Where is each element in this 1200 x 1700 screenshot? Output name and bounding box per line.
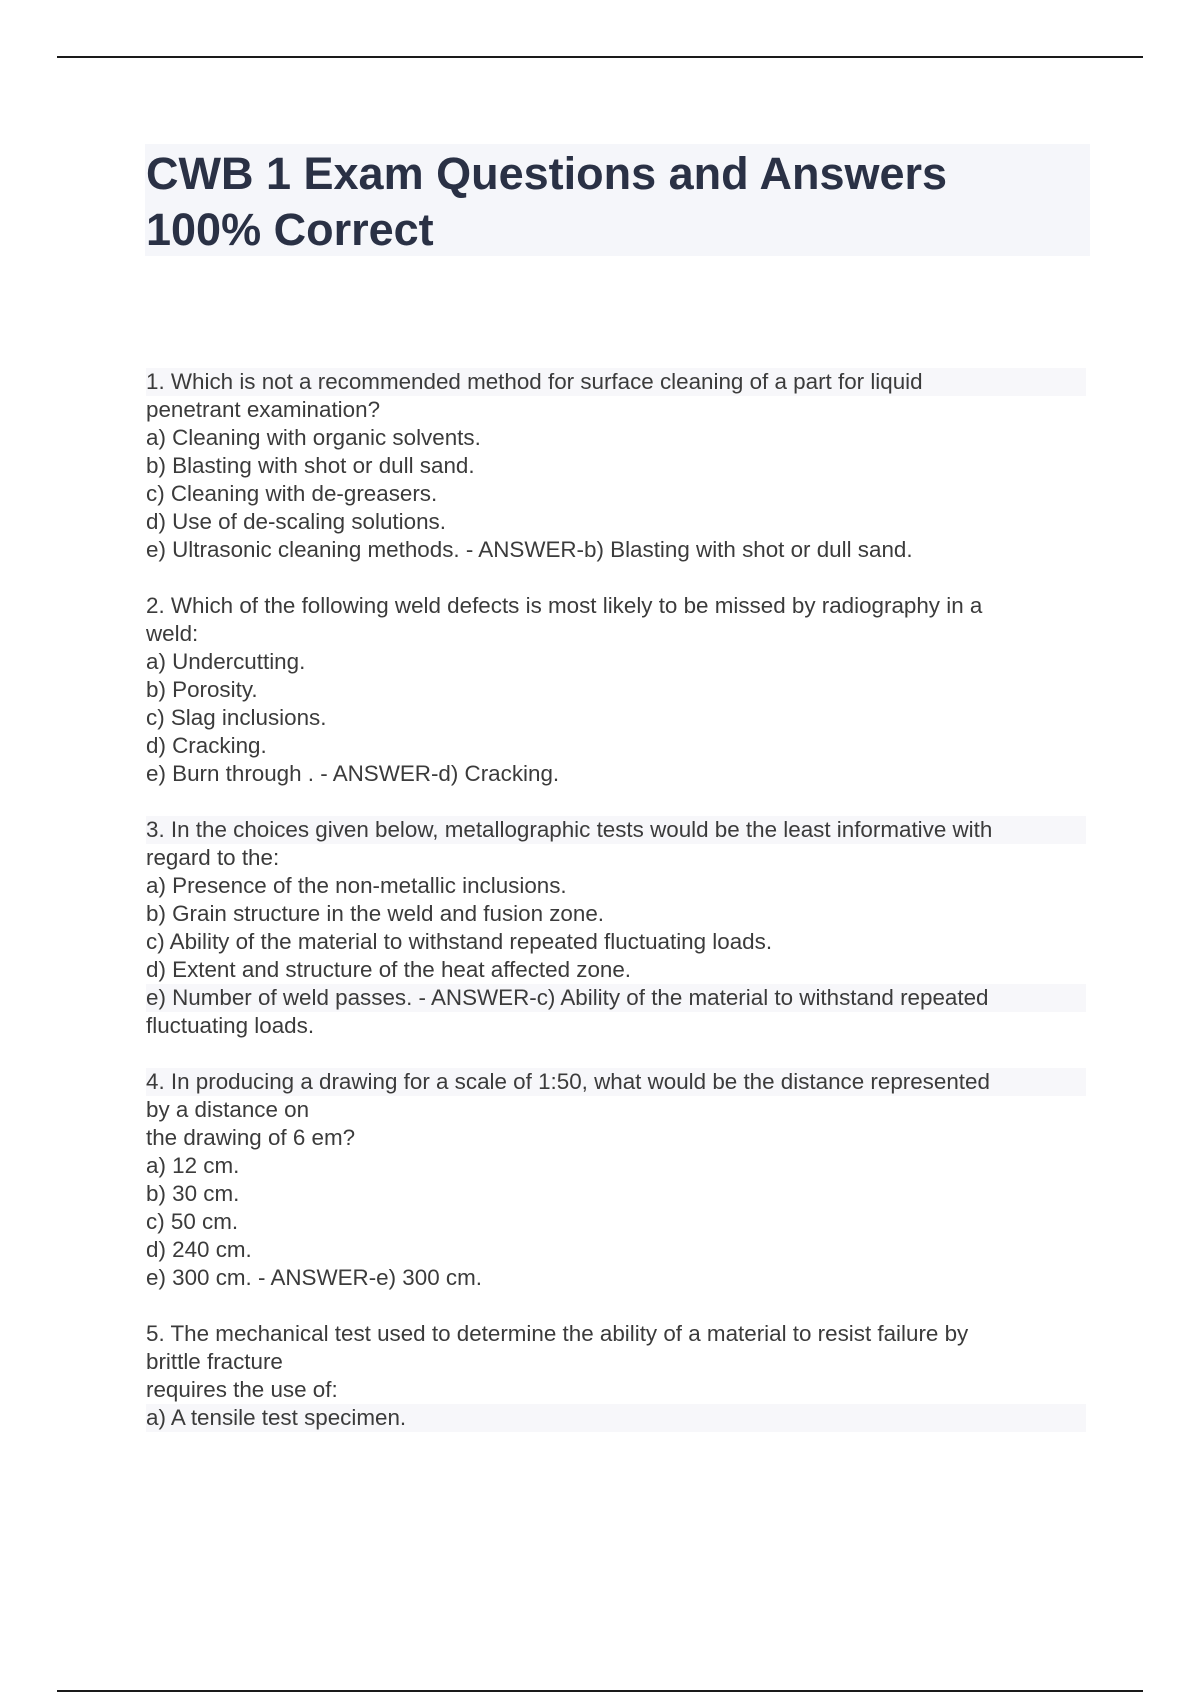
question-text: the drawing of 6 em? bbox=[146, 1125, 356, 1150]
option-a: a) Presence of the non-metallic inclusions. bbox=[146, 873, 567, 898]
option-a: a) Cleaning with organic solvents. bbox=[146, 425, 481, 450]
question-text: weld: bbox=[146, 621, 199, 646]
question-text: 1. Which is not a recommended method for surface cleaning of a part for liquid bbox=[146, 368, 1086, 396]
top-rule bbox=[57, 56, 1143, 58]
option-b: b) Grain structure in the weld and fusion zone. bbox=[146, 901, 605, 926]
option-c: c) Cleaning with de-greasers. bbox=[146, 481, 438, 506]
question-text: requires the use of: bbox=[146, 1377, 338, 1402]
question-1 bbox=[146, 368, 1086, 564]
option-a: a) Undercutting. bbox=[146, 649, 306, 674]
option-d: d) 240 cm. bbox=[146, 1237, 252, 1262]
option-b: b) Blasting with shot or dull sand. bbox=[146, 453, 475, 478]
question-text: 2. Which of the following weld defects is most likely to be missed by radiography in a bbox=[146, 593, 983, 618]
option-d: d) Extent and structure of the heat affected zone. bbox=[146, 957, 632, 982]
question-text: 5. The mechanical test used to determine the ability of a material to resist failure by bbox=[146, 1321, 969, 1346]
question-text: by a distance on bbox=[146, 1097, 310, 1122]
option-c: c) 50 cm. bbox=[146, 1209, 239, 1234]
title-line: 100% Correct bbox=[146, 204, 434, 255]
question-text: penetrant examination? bbox=[146, 397, 381, 422]
option-d: d) Use of de-scaling solutions. bbox=[146, 509, 446, 534]
question-text: regard to the: bbox=[146, 845, 280, 870]
document-title bbox=[146, 146, 1086, 258]
option-a: a) 12 cm. bbox=[146, 1153, 240, 1178]
question-4 bbox=[146, 1068, 1086, 1292]
option-c: c) Ability of the material to withstand repeated fluctuating loads. bbox=[146, 929, 773, 954]
option-b: b) 30 cm. bbox=[146, 1181, 240, 1206]
question-list bbox=[146, 368, 1086, 1460]
answer-continuation: fluctuating loads. bbox=[146, 1013, 315, 1038]
question-text: 3. In the choices given below, metallographic tests would be the least informative with bbox=[146, 816, 1086, 844]
option-c: c) Slag inclusions. bbox=[146, 705, 327, 730]
question-text: brittle fracture bbox=[146, 1349, 283, 1374]
question-3 bbox=[146, 816, 1086, 1040]
option-a: a) A tensile test specimen. bbox=[146, 1404, 1086, 1432]
bottom-rule bbox=[57, 1690, 1143, 1692]
option-d: d) Cracking. bbox=[146, 733, 267, 758]
option-b: b) Porosity. bbox=[146, 677, 258, 702]
title-line: CWB 1 Exam Questions and Answers bbox=[146, 148, 948, 199]
option-e-answer: e) Ultrasonic cleaning methods. - ANSWER-b) Blasting with shot or dull sand. bbox=[146, 537, 913, 562]
option-e-answer: e) Burn through . - ANSWER-d) Cracking. bbox=[146, 761, 560, 786]
question-2 bbox=[146, 592, 1086, 788]
option-e-answer: e) 300 cm. - ANSWER-e) 300 cm. bbox=[146, 1265, 482, 1290]
question-5 bbox=[146, 1320, 1086, 1432]
option-e-answer: e) Number of weld passes. - ANSWER-c) Ability of the material to withstand repeated bbox=[146, 984, 1086, 1012]
question-text: 4. In producing a drawing for a scale of 1:50, what would be the distance represented bbox=[146, 1068, 1086, 1096]
